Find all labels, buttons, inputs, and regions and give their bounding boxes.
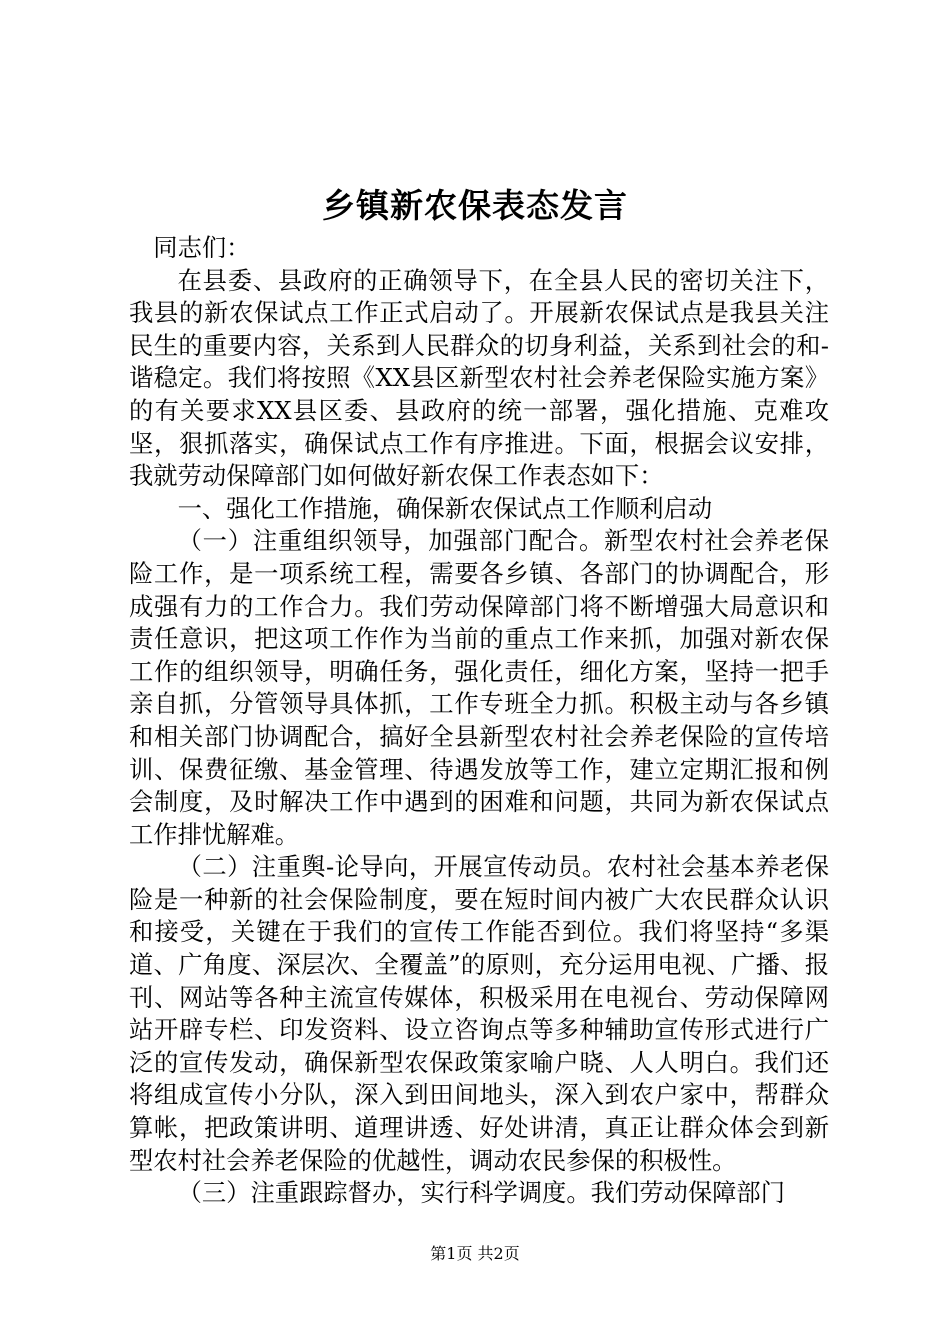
paragraph-intro: 在县委、县政府的正确领导下，在全县人民的密切关注下，我县的新农保试点工作正式启动了。开展新农保试点是我县关注民生的重要内容，关系到人民群众的切身利益，关系到社会的和-谐稳定。我们将按照《XX县区新型农村社会养老保险实施方案》的有关要求XX县区委、县政府的统一部署，强化措施、克难攻坚，狠抓落实，确保试点工作有序推进。下面，根据会议安排，我就劳动保障部门如何做好新农保工作表态如下：: [129, 265, 829, 491]
paragraph-item-3: （三）注重跟踪督办，实行科学调度。我们劳动保障部门: [177, 1178, 786, 1208]
document-title: 乡镇新农保表态发言: [322, 186, 628, 225]
paragraph-item-2: （二）注重舆-论导向，开展宣传动员。农村社会基本养老保险是一种新的社会保险制度，要在短时间内被广大农民群众认识和接受，关键在于我们的宣传工作能否到位。我们将坚持“多渠道、广角度、深层次、全覆盖”的原则，充分运用电视、广播、报刊、网站等各种主流宣传媒体，积极采用在电视台、劳动保障网站开辟专栏、印发资料、设立咨询点等多种辅助宣传形式进行广泛的宣传发动，确保新型农保政策家喻户晓、人人明白。我们还将组成宣传小分队，深入到田间地头，深入到农户家中，帮群众算帐，把政策讲明、道理讲透、好处讲清，真正让群众体会到新型农村社会养老保险的优越性，调动农民参保的积极性。: [129, 852, 829, 1175]
paragraph-item-1: （一）注重组织领导，加强部门配合。新型农村社会养老保险工作，是一项系统工程，需要各乡镇、各部门的协调配合，形成强有力的工作合力。我们劳动保障部门将不断增强大局意识和责任意识，把这项工作作为当前的重点工作来抓，加强对新农保工作的组织领导，明确任务，强化责任，细化方案，坚持一把手亲自抓，分管领导具体抓，工作专班全力抓。积极主动与各乡镇和相关部门协调配合，搞好全县新型农村社会养老保险的宣传培训、保费征缴、基金管理、待遇发放等工作，建立定期汇报和例会制度，及时解决工作中遇到的困难和问题，共同为新农保试点工作排忧解难。: [129, 526, 829, 849]
salutation: 同志们：: [153, 233, 251, 262]
page-footer: 第1页 共2页: [430, 1244, 520, 1263]
document-body: [129, 232, 829, 1210]
section-heading-1: 一、强化工作措施，确保新农保试点工作顺利启动: [177, 493, 713, 523]
